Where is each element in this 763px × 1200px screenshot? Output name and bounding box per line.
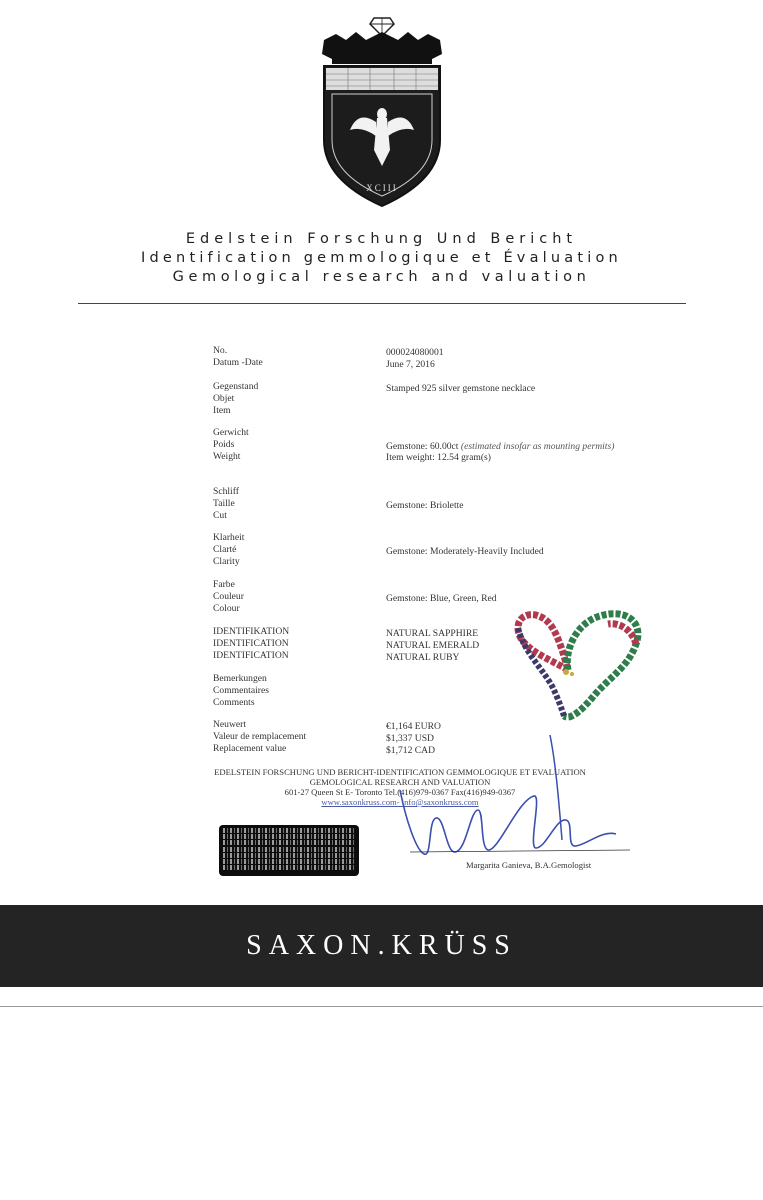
weight-gem-amount: Gemstone: 60.00ct — [386, 441, 459, 452]
header-title-german: Edelstein Forschung Und Bericht — [185, 231, 578, 247]
identification-label-en: IDENTIFICATION — [213, 650, 289, 661]
cut-label-de: Schliff — [213, 486, 239, 497]
header-divider — [78, 303, 686, 304]
necklace-photo — [508, 608, 648, 728]
item-label-fr: Objet — [213, 393, 235, 404]
comments-label-de: Bemerkungen — [213, 673, 267, 684]
value-label-de: Neuwert — [213, 719, 247, 730]
comments-label-en: Comments — [213, 697, 255, 708]
clarity-value: Gemstone: Moderately-Heavily Included — [386, 546, 544, 557]
clarity-label-fr: Clarté — [213, 544, 237, 555]
item-label-de: Gegenstand — [213, 381, 259, 392]
value-label-fr: Valeur de remplacement — [213, 731, 307, 742]
necklace-icon — [508, 608, 648, 728]
colour-label-fr: Couleur — [213, 591, 244, 602]
brand-name: SAXON.KRÜSS — [246, 930, 517, 961]
cut-label-fr: Taille — [213, 498, 235, 509]
identification-value-1: NATURAL SAPPHIRE — [386, 628, 479, 639]
header-title-french: Identification gemmologique et Évaluation — [141, 250, 622, 266]
cut-label-en: Cut — [213, 510, 227, 521]
weight-label-de: Gerwicht — [213, 427, 249, 438]
header-title-english: Gemological research and valuation — [172, 269, 591, 285]
identification-label-de: IDENTIFIKATION — [213, 626, 290, 637]
hologram-seal — [219, 825, 359, 876]
comments-label-fr: Commentaires — [213, 685, 269, 696]
identification-value-3: NATURAL RUBY — [386, 652, 460, 663]
clarity-label-de: Klarheit — [213, 532, 245, 543]
weight-item-value: Item weight: 12.54 gram(s) — [386, 452, 491, 463]
value-cad: $1,712 CAD — [386, 745, 436, 756]
value-label-en: Replacement value — [213, 743, 287, 754]
footer-address: 601-27 Queen St E- Toronto Tel.(416)979-0367 Fax(416)949-0367 — [284, 787, 516, 797]
no-label: No. — [213, 345, 228, 356]
identification-label-fr: IDENTIFICATION — [213, 638, 289, 649]
item-label-en: Item — [213, 405, 231, 416]
item-value: Stamped 925 silver gemstone necklace — [386, 383, 536, 394]
value-euro: €1,164 EURO — [386, 721, 441, 732]
report-number: 000024080001 — [386, 347, 444, 358]
colour-label-de: Farbe — [213, 579, 235, 590]
colour-label-en: Colour — [213, 603, 240, 614]
footer-company-name: EDELSTEIN FORSCHUNG UND BERICHT-IDENTIFICATION GEMMOLOGIQUE ET EVALUATION — [214, 767, 586, 777]
date-label: Datum -Date — [213, 357, 263, 368]
signature-scribble — [380, 730, 640, 880]
page-bottom-divider — [0, 1006, 763, 1007]
signature — [380, 730, 640, 880]
identification-value-2: NATURAL EMERALD — [386, 640, 480, 651]
weight-gem-note: (estimated insofar as mounting permits) — [460, 441, 615, 452]
weight-label-en: Weight — [213, 451, 241, 462]
eagle-crest-icon — [318, 10, 446, 210]
weight-label-fr: Poids — [213, 439, 235, 450]
colour-value: Gemstone: Blue, Green, Red — [386, 593, 497, 604]
value-usd: $1,337 USD — [386, 733, 434, 744]
footer-company-english: GEMOLOGICAL RESEARCH AND VALUATION — [309, 777, 491, 787]
footer-web[interactable]: www.saxonkruss.com- info@saxonkruss.com — [321, 797, 479, 807]
report-date: June 7, 2016 — [386, 359, 435, 370]
cut-value: Gemstone: Briolette — [386, 500, 464, 511]
clarity-label-en: Clarity — [213, 556, 240, 567]
signatory-name: Margarita Ganieva, B.A.Gemologist — [466, 860, 592, 870]
crest — [318, 10, 446, 210]
crest-label: XCIII — [366, 183, 398, 193]
